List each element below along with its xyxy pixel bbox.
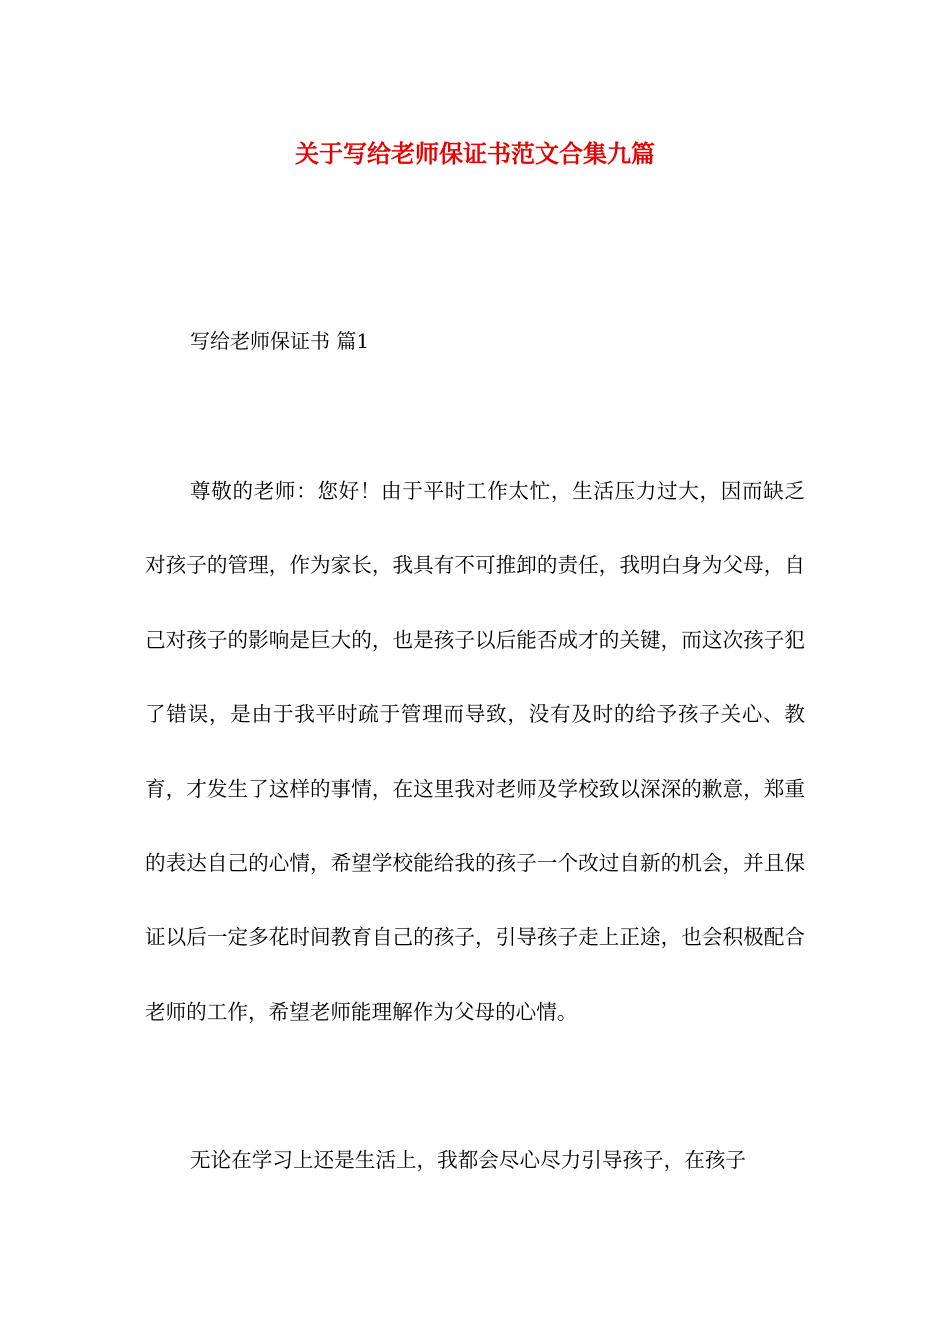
document-title: 关于写给老师保证书范文合集九篇 <box>295 139 655 168</box>
section-heading: 写给老师保证书 篇1 <box>190 329 370 353</box>
body-paragraph: 尊敬的老师：您好！由于平时工作太忙，生活压力过大，因而缺乏对孩子的管理，作为家长，我具有不可推卸的责任，我明白身为父母，自己对孩子的影响是巨大的，也是孩子以后能否成才的关键，而这次孩子犯了错误，是由于我平时疏于管理而导致，没有及时的给予孩子关心、教育，才发生了这样的事情，在这里我对老师及学校致以深深的歉意，郑重的表达自己的心情，希望学校能给我的孩子一个改过自新的机会，并且保证以后一定多花时间教育自己的孩子，引导孩子走上正途，也会积极配合老师的工作，希望老师能理解作为父母的心情。 <box>145 479 805 1024</box>
body-paragraph: 无论在学习上还是生活上，我都会尽心尽力引导孩子，在孩子 <box>190 1148 747 1172</box>
